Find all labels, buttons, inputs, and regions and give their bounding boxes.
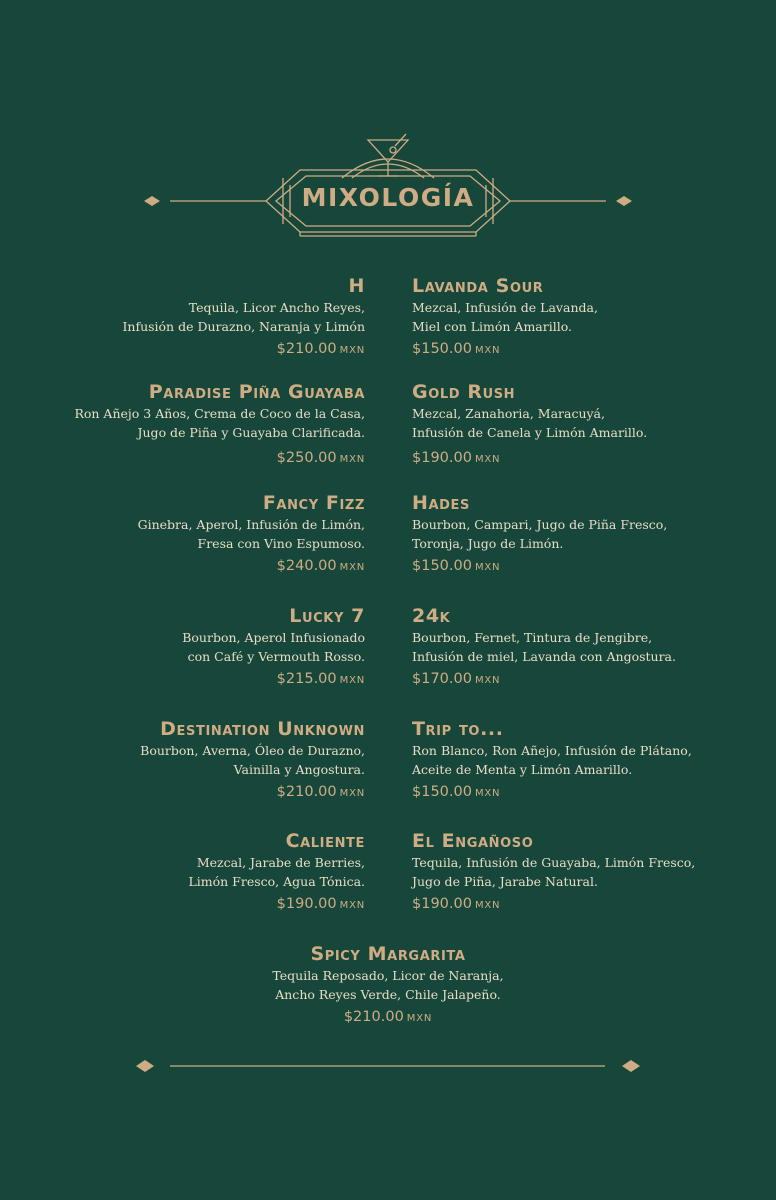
- menu-item: [65, 493, 365, 576]
- item-price: $250.00 mxn: [276, 450, 365, 466]
- menu-item: [412, 493, 732, 576]
- item-desc: Bourbon, Fernet, Tintura de Jengibre,: [412, 630, 653, 645]
- item-desc: con Café y Vermouth Rosso.: [187, 649, 365, 664]
- menu-item: [65, 276, 365, 359]
- item-desc: Mezcal, Zanahoria, Maracuyá,: [412, 406, 605, 421]
- menu-item: [65, 606, 365, 689]
- menu-item: [412, 719, 732, 802]
- item-price: $150.00 mxn: [412, 784, 501, 800]
- item-desc: Jugo de Piña y Guayaba Clarificada.: [137, 425, 365, 440]
- item-desc: Bourbon, Averna, Óleo de Durazno,: [140, 743, 365, 758]
- menu-item: [65, 719, 365, 802]
- item-name: 24k: [412, 605, 451, 627]
- item-desc: Aceite de Menta y Limón Amarillo.: [412, 762, 633, 777]
- item-desc: Tequila, Infusión de Guayaba, Limón Fresco,: [412, 855, 696, 870]
- diamond-icon: [136, 1060, 154, 1072]
- menu-item: [412, 276, 732, 359]
- menu-item: [188, 944, 588, 1027]
- item-desc: Mezcal, Jarabe de Berries,: [196, 855, 365, 870]
- page-title: MIXOLOGÍA: [301, 183, 475, 212]
- diamond-icon: [622, 1060, 640, 1072]
- menu-item: [412, 831, 732, 914]
- item-price: $210.00 mxn: [276, 341, 365, 357]
- item-desc: Tequila, Licor Ancho Reyes,: [188, 300, 365, 315]
- item-name: Caliente: [285, 830, 365, 852]
- item-price: $190.00 mxn: [412, 450, 501, 466]
- item-desc: Bourbon, Aperol Infusionado: [182, 630, 365, 645]
- item-desc: Toronja, Jugo de Limón.: [412, 536, 564, 551]
- item-name: Fancy Fizz: [262, 492, 365, 514]
- item-desc: Infusión de miel, Lavanda con Angostura.: [412, 649, 676, 664]
- item-desc: Bourbon, Campari, Jugo de Piña Fresco,: [412, 517, 668, 532]
- item-desc: Vainilla y Angostura.: [233, 762, 365, 777]
- item-desc: Miel con Limón Amarillo.: [412, 319, 572, 334]
- menu-item: [412, 606, 732, 689]
- item-name: El Engañoso: [412, 830, 534, 852]
- menu-item: [65, 831, 365, 914]
- item-name: Gold Rush: [412, 381, 516, 403]
- item-desc: Infusión de Canela y Limón Amarillo.: [412, 425, 648, 440]
- item-price: $190.00 mxn: [412, 896, 501, 912]
- item-price: $170.00 mxn: [412, 671, 501, 687]
- item-desc: Ron Añejo 3 Años, Crema de Coco de la Casa,: [74, 406, 365, 421]
- item-desc: Limón Fresco, Agua Tónica.: [188, 874, 365, 889]
- item-name: Destination Unknown: [160, 718, 365, 740]
- footer-divider: [0, 1050, 776, 1082]
- item-price: $210.00 mxn: [343, 1009, 433, 1025]
- item-name: Paradise Piña Guayaba: [148, 381, 365, 403]
- item-price: $215.00 mxn: [276, 671, 365, 687]
- item-desc: Ancho Reyes Verde, Chile Jalapeño.: [275, 987, 501, 1002]
- item-desc: Jugo de Piña, Jarabe Natural.: [412, 874, 598, 889]
- item-desc: Tequila Reposado, Licor de Naranja,: [272, 968, 504, 983]
- menu-item: [412, 382, 732, 468]
- item-desc: Fresa con Vino Espumoso.: [197, 536, 365, 551]
- menu-item: [65, 382, 365, 468]
- item-name: Hades: [412, 492, 470, 514]
- item-desc: Ron Blanco, Ron Añejo, Infusión de Plátano,: [412, 743, 692, 758]
- item-desc: Mezcal, Infusión de Lavanda,: [412, 300, 598, 315]
- item-desc: Infusión de Durazno, Naranja y Limón: [122, 319, 365, 334]
- item-name: Lavanda Sour: [412, 275, 544, 297]
- item-desc: Ginebra, Aperol, Infusión de Limón,: [137, 517, 365, 532]
- item-name: Trip to...: [412, 718, 504, 740]
- item-price: $210.00 mxn: [276, 784, 365, 800]
- item-price: $150.00 mxn: [412, 558, 501, 574]
- item-name: H: [348, 275, 365, 297]
- item-price: $240.00 mxn: [276, 558, 365, 574]
- item-price: $150.00 mxn: [412, 341, 501, 357]
- item-name: Spicy Margarita: [310, 943, 466, 965]
- item-name: Lucky 7: [289, 605, 365, 627]
- item-price: $190.00 mxn: [276, 896, 365, 912]
